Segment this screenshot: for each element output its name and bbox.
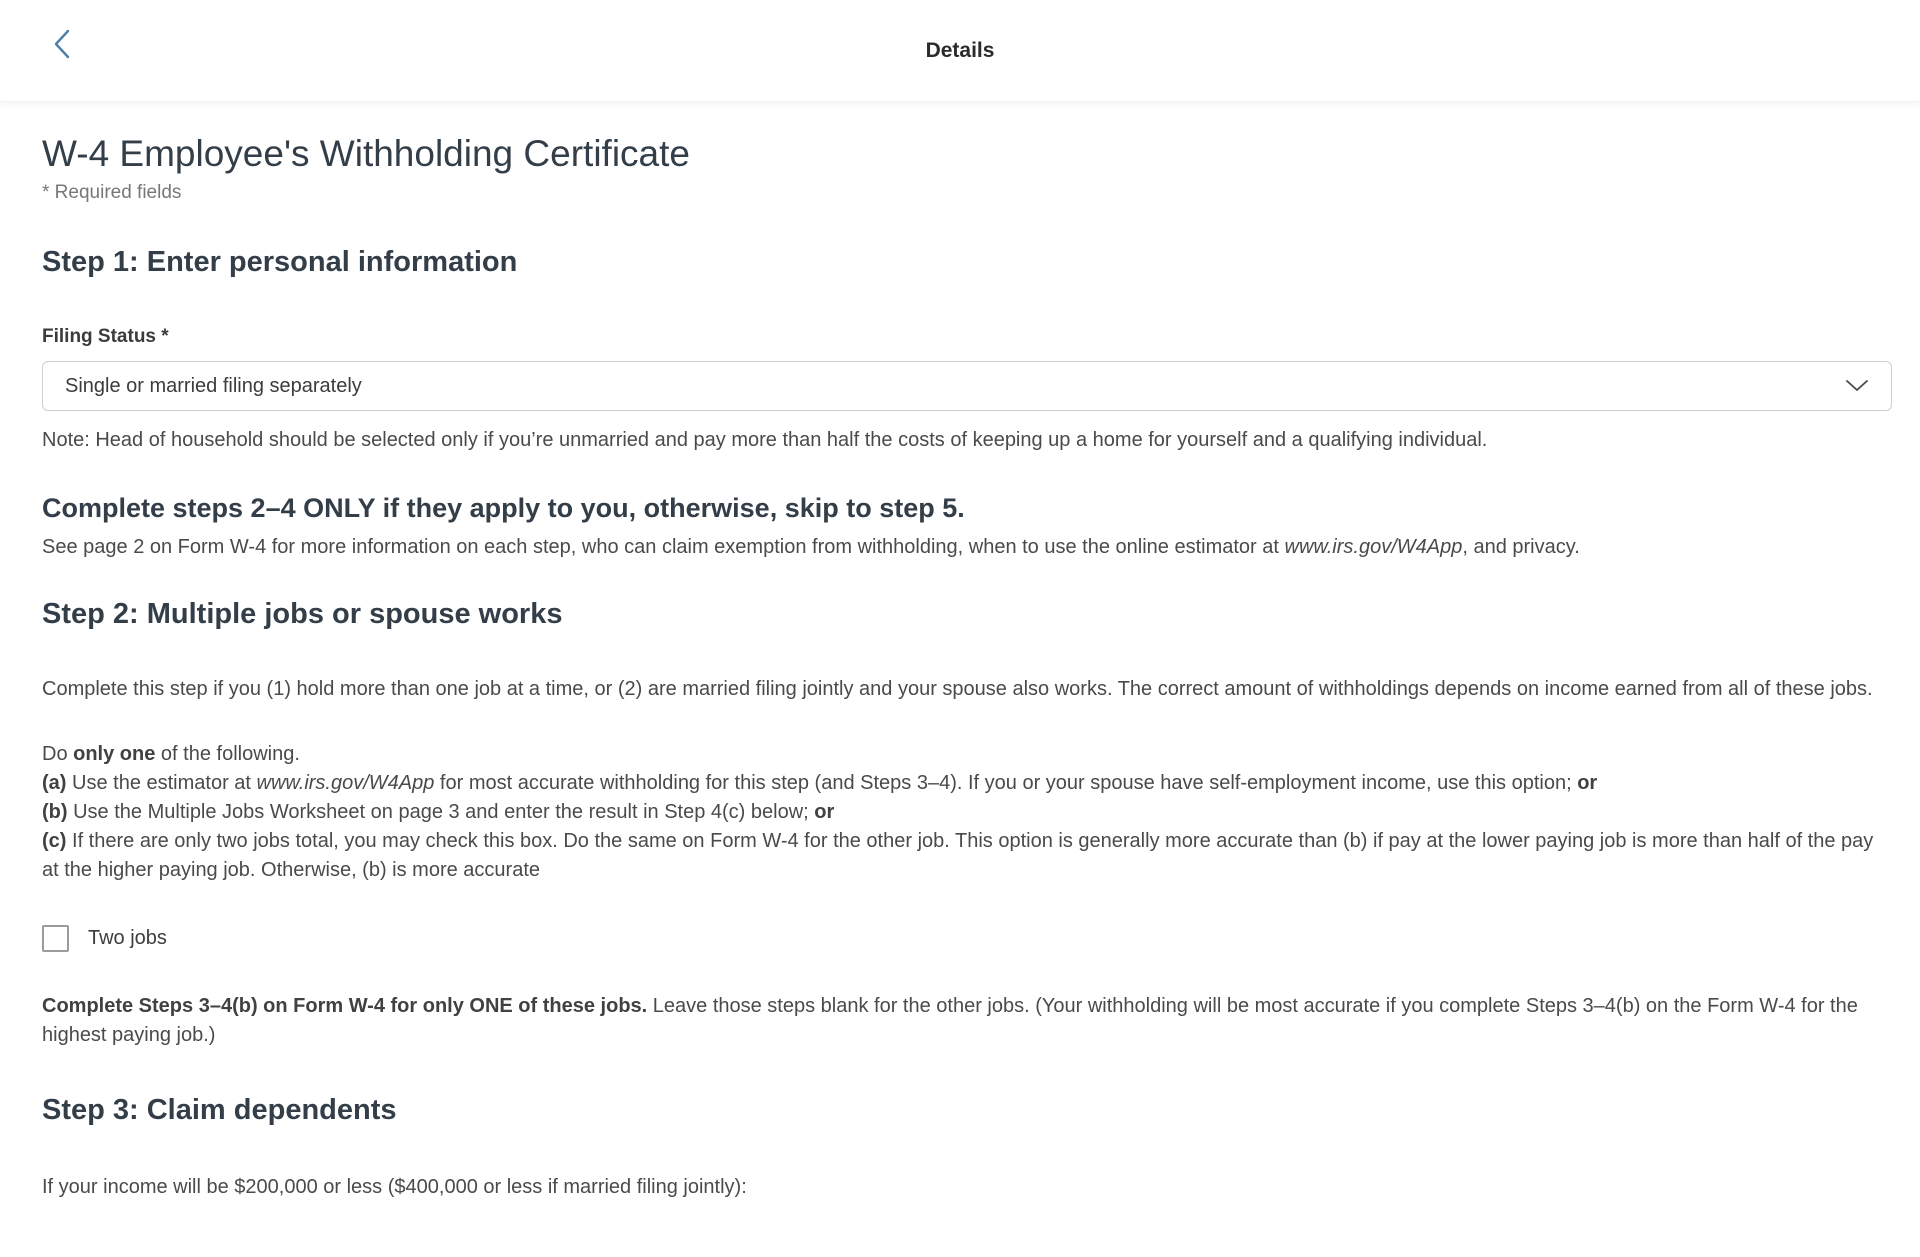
filing-status-value: Single or married filing separately — [65, 374, 362, 397]
chevron-left-icon — [49, 28, 75, 60]
page-title: Details — [925, 38, 995, 62]
step3-intro: If your income will be $200,000 or less ($400,000 or less if married filing jointly): — [42, 1176, 747, 1198]
option-c-text: If there are only two jobs total, you may check this box. Do the same on Form W-4 for the other job. This option is generally more accurate than (b) if pay at the lower paying job is more than half of the pay at the higher paying job. Otherwise, (b) is more accurate — [42, 830, 1874, 881]
option-c-label: (c) — [42, 830, 67, 852]
w4-form — [0, 133, 1920, 1202]
do-line-post: of the following. — [155, 743, 300, 765]
two-jobs-checkbox[interactable] — [42, 925, 69, 952]
filing-status-label: Filing Status * — [42, 326, 169, 347]
step3-heading: Step 3: Claim dependents — [42, 1094, 397, 1126]
option-a-line — [42, 769, 1892, 798]
back-button[interactable] — [40, 22, 84, 66]
step2-intro: Complete this step if you (1) hold more than one job at a time, or (2) are married filing jointly and your spouse also works. The correct amount of withholdings depends on income earned from all of these jobs. — [42, 678, 1873, 700]
only-one-emphasis: only one — [73, 743, 156, 765]
option-c-line — [42, 827, 1892, 885]
head-of-household-note: Note: Head of household should be selected only if you’re unmarried and pay more than half the costs of keeping up a home for yourself and a qualifying individual. — [42, 429, 1488, 451]
option-a-mid: for most accurate withholding for this step (and Steps 3–4). If you or your spouse have self-employment income, use this option; — [434, 772, 1578, 794]
option-b-label: (b) — [42, 801, 68, 823]
do-line-pre: Do — [42, 743, 74, 765]
do-only-one-line — [42, 740, 1892, 769]
description-text-end: , and privacy. — [1462, 536, 1580, 558]
complete-note-rest: Leave those steps blank for the other jobs. (Your withholding will be most accurate if you complete Steps 3–4(b) on the Form W-4 for the highest paying job.) — [42, 995, 1858, 1046]
irs-estimator-url: www.irs.gov/W4App — [1284, 536, 1463, 558]
option-b-or: or — [814, 801, 835, 823]
two-jobs-label: Two jobs — [88, 927, 167, 949]
complete-note-bold: Complete Steps 3–4(b) on Form W-4 for only ONE of these jobs. — [42, 995, 648, 1017]
two-jobs-checkbox-row[interactable] — [42, 925, 1892, 952]
required-fields-note: * Required fields — [42, 182, 182, 203]
chevron-down-icon — [1845, 379, 1869, 393]
option-a-or: or — [1577, 772, 1598, 794]
option-b-text: Use the Multiple Jobs Worksheet on page 3 and enter the result in Step 4(c) below; — [67, 801, 815, 823]
complete-steps-note — [42, 992, 1892, 1050]
top-bar — [0, 0, 1920, 102]
irs-estimator-url: www.irs.gov/W4App — [256, 772, 435, 794]
filing-status-select[interactable] — [42, 361, 1892, 411]
step2-heading: Step 2: Multiple jobs or spouse works — [42, 598, 563, 630]
steps2to4-heading: Complete steps 2–4 ONLY if they apply to you, otherwise, skip to step 5. — [42, 493, 965, 523]
steps2to4-description — [42, 533, 1892, 562]
option-a-pre: Use the estimator at — [66, 772, 257, 794]
option-b-line — [42, 798, 1892, 827]
form-title: W-4 Employee's Withholding Certificate — [42, 133, 690, 174]
description-text: See page 2 on Form W-4 for more information on each step, who can claim exemption from withholding, when to use the online estimator at — [42, 536, 1285, 558]
option-a-label: (a) — [42, 772, 67, 794]
step1-heading: Step 1: Enter personal information — [42, 246, 518, 278]
step2-options — [42, 740, 1892, 885]
